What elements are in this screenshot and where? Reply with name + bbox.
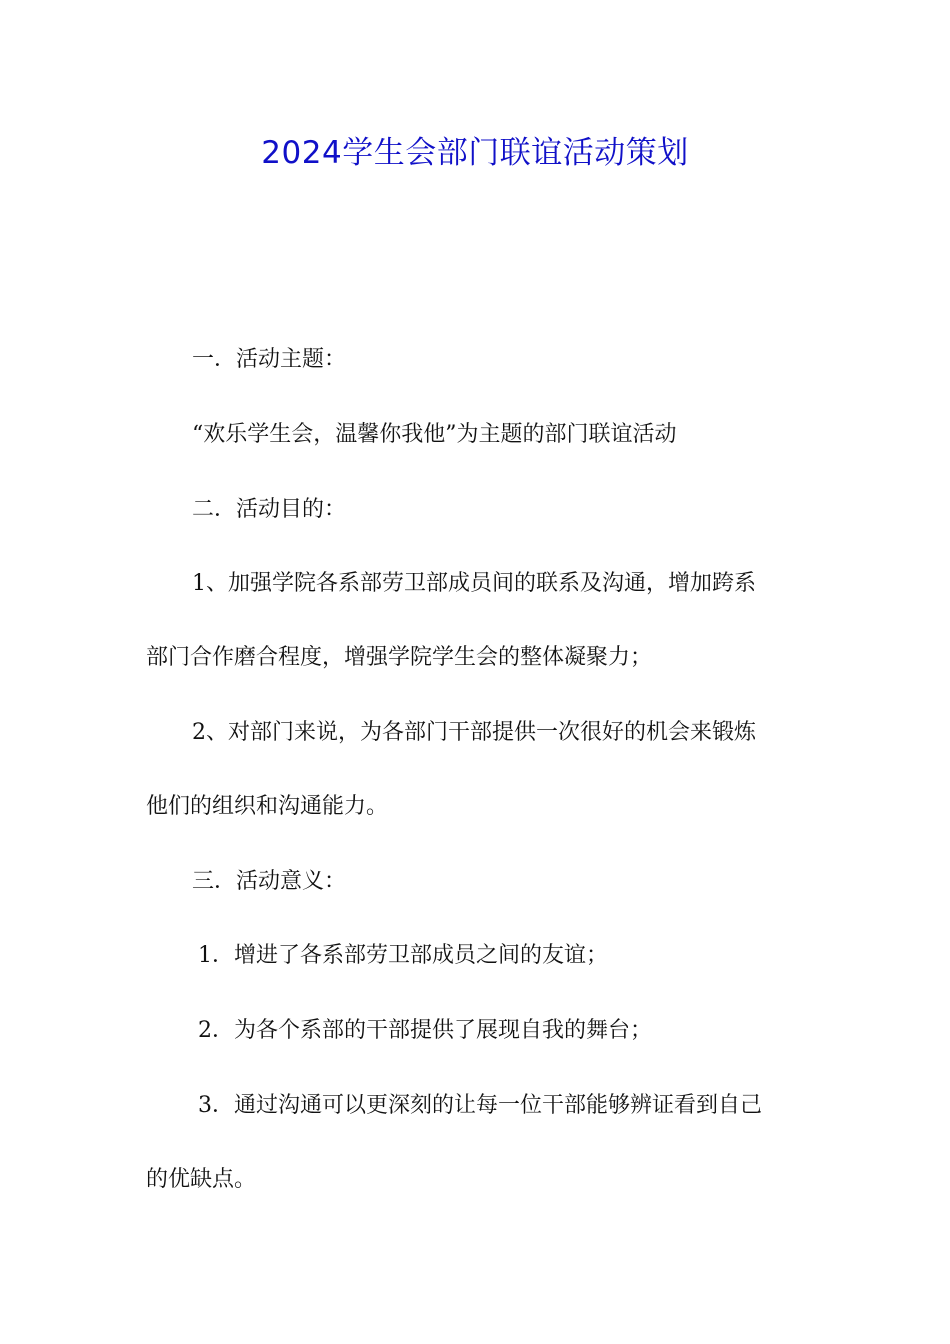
paragraph-purpose-2-line-2: 他们的组织和沟通能力。	[146, 794, 389, 819]
list-item-significance-2: 2．为各个系部的干部提供了展现自我的舞台；	[198, 1018, 652, 1043]
document-title: 2024学生会部门联谊活动策划	[261, 135, 689, 171]
list-item-significance-1: 1．增进了各系部劳卫部成员之间的友谊；	[198, 943, 608, 968]
paragraph-purpose-2-line-1: 2、对部门来说，为各部门干部提供一次很好的机会来锻炼	[192, 720, 756, 745]
paragraph-purpose-1-line-1: 1、加强学院各系部劳卫部成员间的联系及沟通，增加跨系	[192, 571, 756, 596]
list-item-significance-3-line-2: 的优缺点。	[146, 1167, 257, 1192]
paragraph-purpose-1-line-2: 部门合作磨合程度，增强学院学生会的整体凝聚力；	[146, 645, 653, 670]
section-heading-theme: 一．活动主题：	[192, 347, 347, 372]
paragraph-theme: “欢乐学生会，温馨你我他”为主题的部门联谊活动	[192, 422, 677, 447]
section-heading-significance: 三．活动意义：	[192, 869, 347, 894]
list-item-significance-3-line-1: 3．通过沟通可以更深刻的让每一位干部能够辨证看到自己	[198, 1093, 762, 1118]
section-heading-purpose: 二．活动目的：	[192, 497, 347, 522]
